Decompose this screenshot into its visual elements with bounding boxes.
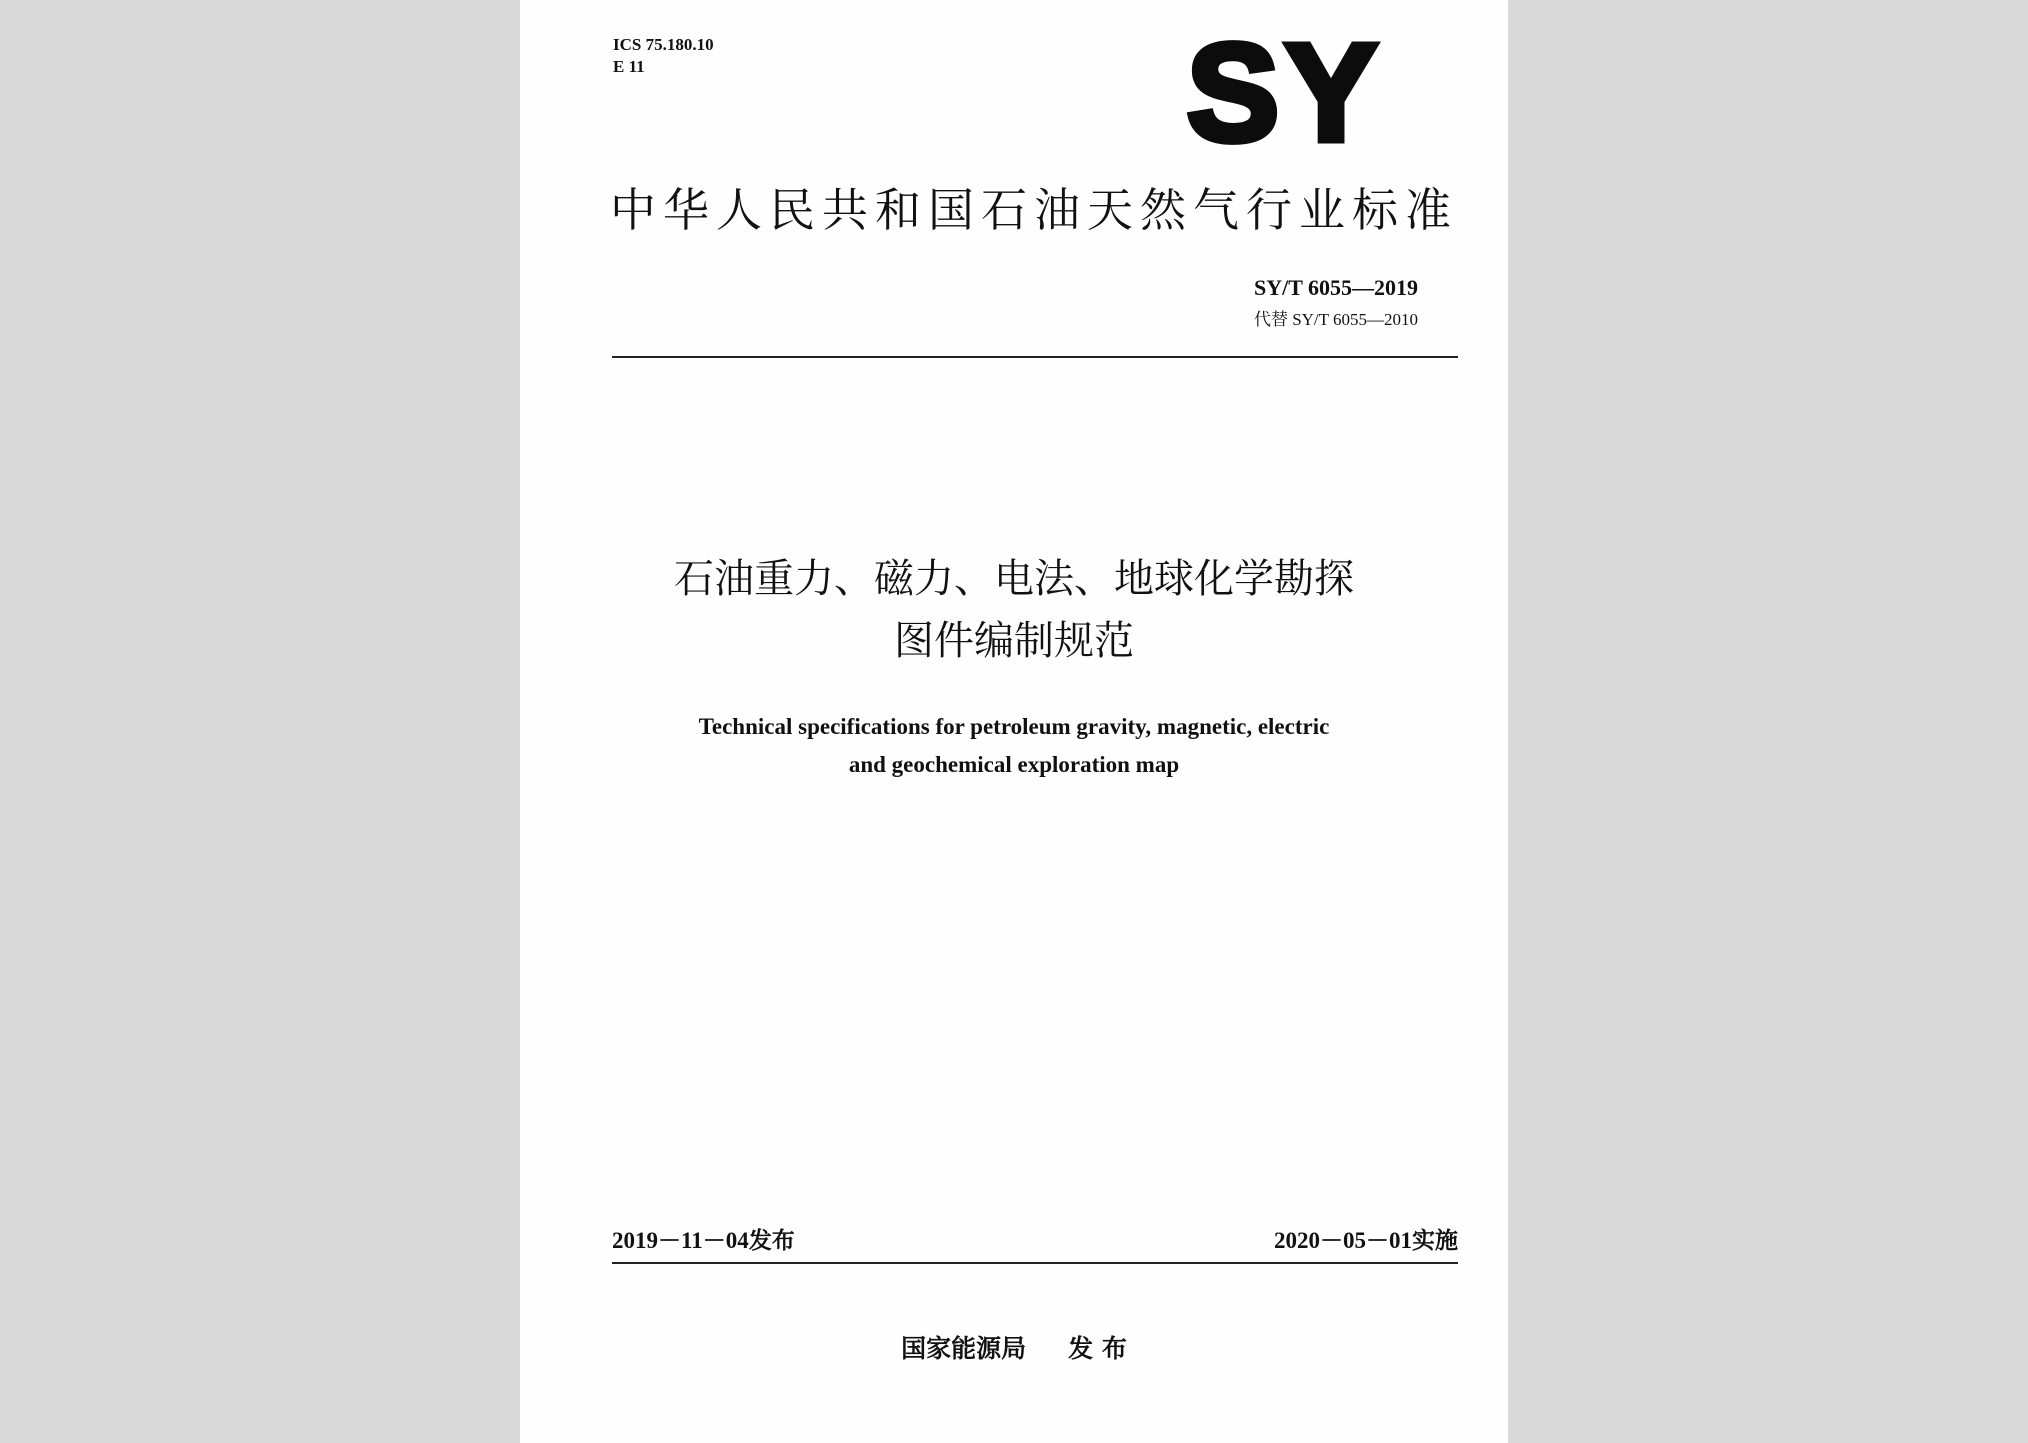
implement-date: [1274, 1226, 1458, 1256]
industry-standard-title: 中华人民共和国石油天然气行业标准: [610, 183, 1458, 237]
chinese-title-line-1: 石油重力、磁力、电法、地球化学勘探: [674, 556, 1354, 602]
publish-date: [612, 1226, 795, 1256]
english-title: [520, 708, 1508, 784]
sy-logo-graphic: [1170, 30, 1400, 155]
standard-cover-page: [520, 0, 1508, 1443]
publish-date-label: 发布: [748, 1228, 795, 1253]
standard-number: SY/T 6055—2019: [1253, 275, 1418, 300]
ccs-code: E 11: [613, 57, 645, 76]
chinese-title-line-2: 图件编制规范: [894, 618, 1134, 664]
issuer-name: 国家能源局: [901, 1334, 1027, 1363]
footer-divider: [612, 1262, 1458, 1264]
english-title-line-2: and geochemical exploration map: [848, 752, 1180, 777]
issuer-line: [520, 1332, 1508, 1366]
ics-code: ICS 75.180.10: [613, 35, 714, 54]
chinese-title: [520, 548, 1508, 672]
publish-date-value: 2019－11－04: [612, 1228, 749, 1253]
sy-logo: [1170, 30, 1400, 155]
issuer-action: 发 布: [1068, 1334, 1127, 1363]
english-title-line-1: Technical specifications for petroleum gravity, magnetic, electric: [698, 714, 1330, 739]
implement-date-value: 2020－05－01: [1274, 1228, 1412, 1253]
implement-date-label: 实施: [1412, 1228, 1458, 1253]
sy-logo-text: SY: [1186, 30, 1384, 155]
header-divider: [612, 356, 1458, 358]
replaced-standard: 代替 SY/T 6055—2010: [1253, 310, 1418, 329]
